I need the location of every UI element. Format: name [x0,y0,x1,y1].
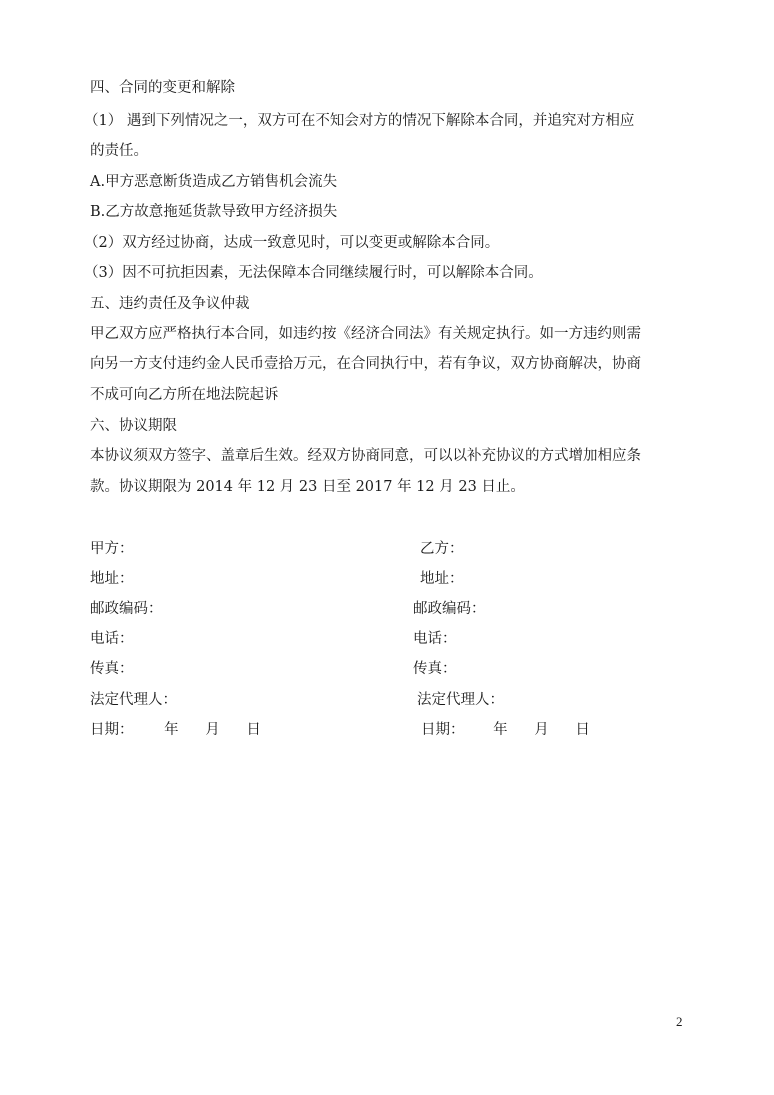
section-5-line-2: 向另一方支付违约金人民币壹拾万元，在合同执行中，若有争议，双方协商解决，协商 [90,356,641,372]
party-b-postcode-label: 邮政编码： [413,601,486,617]
section-4-clause-3: （3）因不可抗拒因素，无法保障本合同继续履行时，可以解除本合同。 [84,265,543,281]
party-a-label: 甲方： [90,541,134,557]
party-b-date-line [421,720,590,740]
page-number: 2 [676,1014,683,1029]
party-b-year-label: 年 [493,722,508,738]
party-b-date-label: 日期： [421,722,465,738]
section-6-title: 六、协议期限 [90,418,177,434]
section-5-title: 五、违约责任及争议仲裁 [90,296,250,312]
section-4-clause-1-line-2: 的责任。 [90,143,148,159]
section-6-line-2: 款。协议期限为 2014 年 12 月 23 日至 2017 年 12 月 23 日止。 [90,479,525,495]
section-6-line-1: 本协议须双方签字、盖章后生效。经双方协商同意，可以以补充协议的方式增加相应条 [90,448,641,464]
party-b-day-label: 日 [575,722,590,738]
party-b-phone-label: 电话： [413,631,457,647]
party-a-date-label: 日期： [90,722,134,738]
party-a-fax-label: 传真： [90,661,134,677]
section-5-line-3: 不成可向乙方所在地法院起诉 [90,387,279,403]
party-a-month-label: 月 [205,722,220,738]
party-a-phone-label: 电话： [90,631,134,647]
party-b-address-label: 地址： [420,571,464,587]
section-5-line-1: 甲乙双方应严格执行本合同，如违约按《经济合同法》有关规定执行。如一方违约则需 [90,326,641,342]
party-a-date-line [90,720,261,740]
section-4-title: 四、合同的变更和解除 [90,80,235,96]
party-a-day-label: 日 [246,722,261,738]
party-b-label: 乙方： [420,541,464,557]
section-4-item-a: A.甲方恶意断货造成乙方销售机会流失 [90,174,338,190]
party-a-legal-rep-label: 法定代理人： [90,692,177,708]
party-a-address-label: 地址： [90,571,134,587]
party-b-legal-rep-label: 法定代理人： [417,692,504,708]
party-a-postcode-label: 邮政编码： [90,601,163,617]
party-b-month-label: 月 [534,722,549,738]
party-b-fax-label: 传真： [413,661,457,677]
section-4-item-b: B.乙方故意拖延货款导致甲方经济损失 [90,204,338,220]
section-4-clause-2: （2）双方经过协商，达成一致意见时，可以变更或解除本合同。 [84,235,500,251]
section-4-clause-1-line-1: （1） 遇到下列情况之一，双方可在不知会对方的情况下解除本合同，并追究对方相应 [84,113,635,129]
party-a-year-label: 年 [164,722,179,738]
